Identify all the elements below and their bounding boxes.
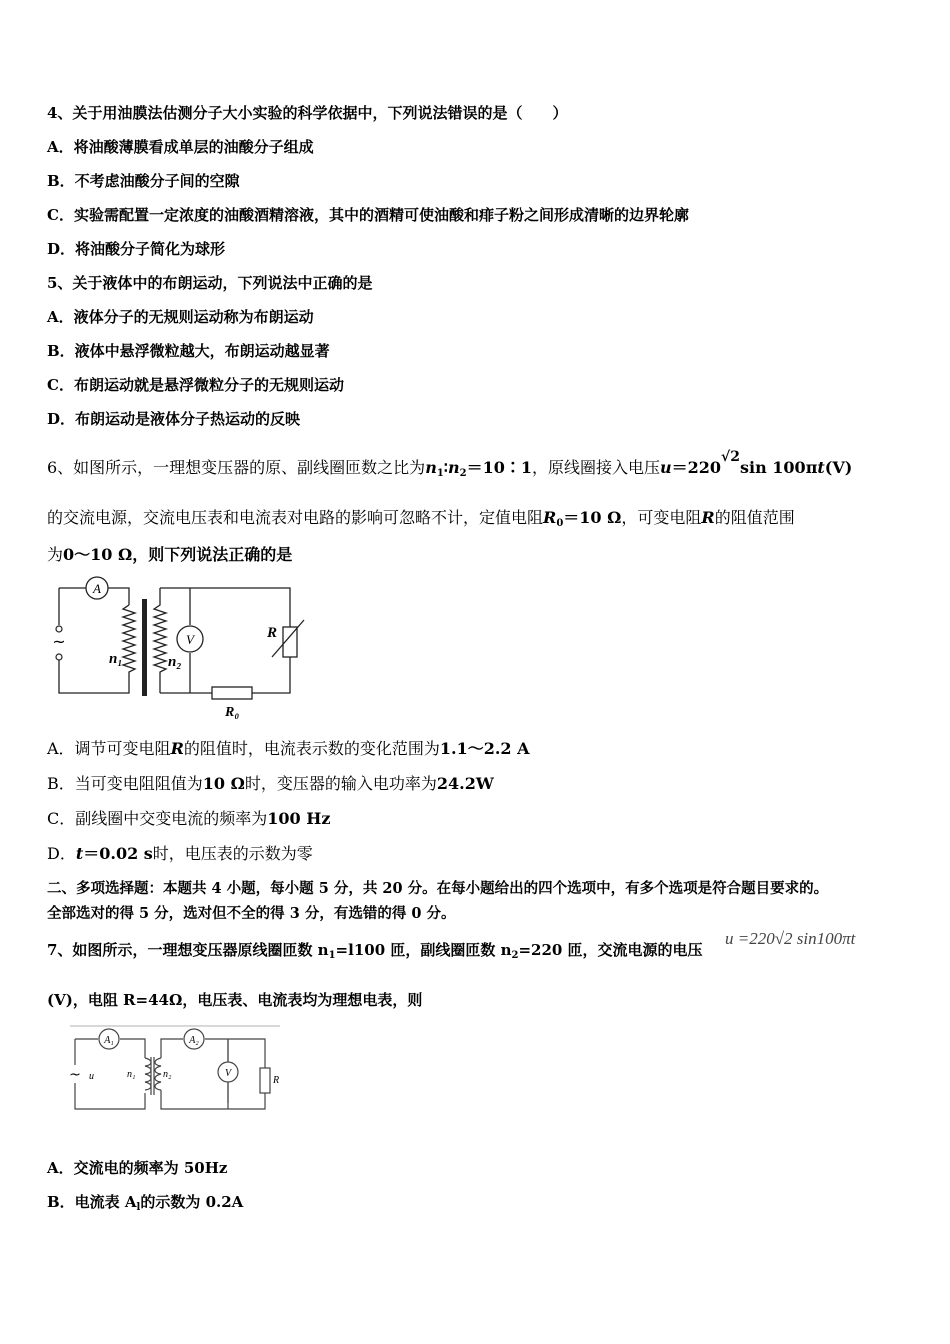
q6-ammeter-label: A <box>93 581 101 596</box>
q6-ac-source-icon: ~ <box>52 632 66 651</box>
q6-sin: sin 100π <box>740 458 818 477</box>
q6-option-c-text: C．副线圈中交变电流的频率为 <box>47 809 268 828</box>
q6-text-4: ，可变电阻 <box>621 508 702 527</box>
q6-option-d <box>47 841 313 864</box>
q6-label-r: R <box>267 625 278 641</box>
q7-text: 7、如图所示，一理想变压器原线圈匝数 n <box>47 941 329 959</box>
q5-option-d: D．布朗运动是液体分子热运动的反映 <box>47 410 301 428</box>
q6-text-3: 的交流电源，交流电压表和电流表对电路的影响可忽略不计，定值电阻 <box>47 508 544 527</box>
q6-text-5: 的阻值范围 <box>714 508 795 527</box>
q6-option-b-text: B．当可变电阻阻值为 <box>47 774 203 793</box>
q6-n1: n <box>425 458 437 477</box>
q7-line-2: (V)，电阻 R=44Ω，电压表、电流表均为理想电表，则 <box>47 991 423 1009</box>
q6-question: ，则下列说法正确的是 <box>132 545 293 564</box>
q6-option-d-t: t <box>75 844 84 863</box>
q7-label-u: u <box>89 1071 94 1082</box>
q6-line-2 <box>47 505 795 529</box>
q7-voltage-formula: u =220√2 sin100πt <box>725 929 856 948</box>
q6-option-d-value: ＝0.02 s <box>83 844 153 863</box>
q6-text: 6、如图所示，一理想变压器的原、副线圈匝数之比为 <box>47 458 426 477</box>
q6-option-b-value: 10 Ω <box>202 774 245 793</box>
q7-circuit-figure <box>65 1023 285 1115</box>
q6-option-d-text-2: 时，电压表的示数为零 <box>152 844 313 863</box>
q6-r0-sub: 0 <box>556 518 564 529</box>
q6-r0-value: ＝10 Ω <box>563 508 622 527</box>
q6-voltmeter-label: V <box>186 632 194 647</box>
q6-sqrt2: √2 <box>721 449 740 465</box>
q5-option-c: C．布朗运动就是悬浮微粒分子的无规则运动 <box>47 376 344 394</box>
q6-option-a <box>47 736 530 759</box>
q4-stem: 4、关于用油膜法估测分子大小实验的科学依据中，下列说法错误的是（ ） <box>47 104 568 122</box>
q7-text-2: =l100 匝，副线圈匝数 n <box>335 941 512 959</box>
q6-volt: (V) <box>824 458 853 477</box>
q6-u-value: ＝220 <box>671 458 722 477</box>
q6-option-a-range: 1.1～2.2 A <box>439 739 530 758</box>
q6-option-b-power: 24.2W <box>436 774 494 793</box>
q6-colon: ∶ <box>443 458 448 477</box>
q7-label-r: R <box>273 1075 280 1086</box>
q4-option-b: B．不考虑油酸分子间的空隙 <box>47 172 240 190</box>
q6-r0: R <box>543 508 557 527</box>
q7-ammeter-a1-label: A₁ <box>104 1035 114 1046</box>
q4-option-d: D．将油酸分子简化为球形 <box>47 240 226 258</box>
q5-option-b: B．液体中悬浮微粒越大，布朗运动越显著 <box>47 342 330 360</box>
q6-core <box>142 599 147 696</box>
q7-option-a: A．交流电的频率为 50Hz <box>47 1159 228 1177</box>
q7-ammeter-a2-label: A₂ <box>189 1035 199 1046</box>
q6-line-3 <box>47 542 292 565</box>
q7-line-1 <box>47 939 703 961</box>
q6-option-b-text-2: 时，变压器的输入电功率为 <box>244 774 437 793</box>
section2-line-1: 二、多项选择题：本题共 4 小题，每小题 5 分，共 20 分。在每小题给出的四个选项中，有多个选项是符合题目要求的。 <box>47 880 829 897</box>
q6-text-2: ，原线圈接入电压 <box>531 458 660 477</box>
q6-option-a-text-2: 的阻值时，电流表示数的变化范围为 <box>183 739 440 758</box>
q6-option-a-r: R <box>170 739 184 758</box>
q7-label-n1: n₁ <box>127 1069 136 1080</box>
q6-option-d-text: D． <box>47 844 76 863</box>
q6-n1-sub: 1 <box>436 468 444 479</box>
q6-circuit-figure <box>47 575 307 720</box>
q7-option-b-sub: l <box>136 1202 141 1213</box>
q6-n2-sub: 2 <box>459 468 467 479</box>
q7-option-b-text-2: 的示数为 0.2A <box>140 1193 244 1211</box>
q6-label-n2: n₂ <box>168 654 182 670</box>
q6-option-c <box>47 806 330 829</box>
q6-text-6: 为 <box>47 545 64 564</box>
q6-n2: n <box>447 458 460 477</box>
q7-voltmeter-label: V <box>224 1068 232 1079</box>
q6-option-b <box>47 771 494 794</box>
q6-line-1 <box>47 449 853 479</box>
q7-ac-source-icon: ~ <box>69 1067 81 1083</box>
q4-option-a: A．将油酸薄膜看成单层的油酸分子组成 <box>47 138 314 156</box>
q5-option-a: A．液体分子的无规则运动称为布朗运动 <box>47 308 314 326</box>
q7-text-3: =220 匝，交流电源的电压 <box>518 941 703 959</box>
q6-label-r0: R₀ <box>225 705 240 720</box>
q6-range: 0～10 Ω <box>63 545 133 564</box>
q6-option-a-text: A．调节可变电阻 <box>47 739 171 758</box>
q6-r: R <box>701 508 715 527</box>
q6-option-c-value: 100 Hz <box>267 809 331 828</box>
q6-u: u <box>660 458 672 477</box>
q7-option-b <box>47 1191 243 1213</box>
q4-option-c: C．实验需配置一定浓度的油酸酒精溶液，其中的酒精可使油酸和痱子粉之间形成清晰的边界轮廓 <box>47 206 689 224</box>
q5-stem: 5、关于液体中的布朗运动，下列说法中正确的是 <box>47 274 373 292</box>
section2-line-2: 全部选对的得 5 分，选对但不全的得 3 分，有选错的得 0 分。 <box>47 905 456 922</box>
q7-n1-sub: 1 <box>328 950 336 961</box>
q6-ratio: ＝10∶1 <box>466 458 532 477</box>
q6-label-n1: n₁ <box>109 651 123 667</box>
q7-option-b-text: B．电流表 A <box>47 1193 137 1211</box>
q6-t: t <box>817 458 825 477</box>
q7-label-n2: n₂ <box>163 1069 172 1080</box>
q7-n2-sub: 2 <box>511 950 519 961</box>
